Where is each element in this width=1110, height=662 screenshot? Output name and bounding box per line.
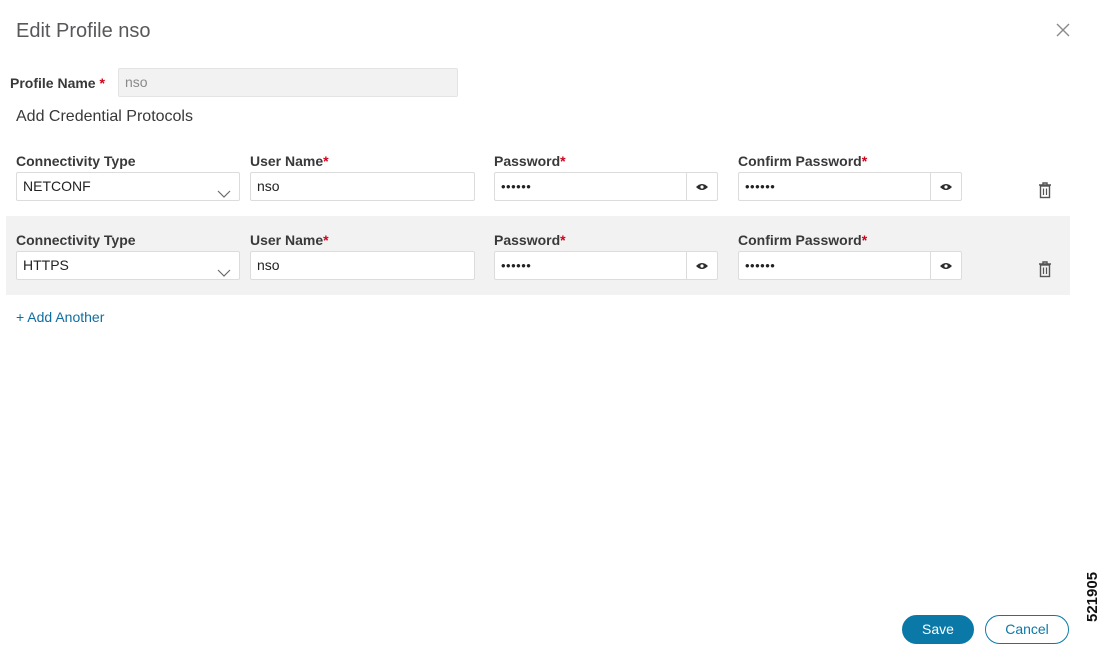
- save-button[interactable]: Save: [902, 615, 974, 644]
- password-value: ••••••: [501, 179, 532, 194]
- user-name-input[interactable]: nso: [250, 172, 475, 201]
- password-label: [494, 232, 566, 248]
- credential-row-2: [6, 216, 1070, 295]
- figure-number: 521905: [1084, 571, 1101, 622]
- eye-icon[interactable]: [686, 252, 717, 279]
- add-another-link[interactable]: + Add Another: [16, 309, 105, 325]
- connectivity-type-label: Connectivity Type: [16, 153, 136, 169]
- profile-name-label-text: Profile Name: [10, 75, 96, 91]
- password-input[interactable]: [494, 172, 718, 201]
- eye-icon[interactable]: [930, 173, 961, 200]
- confirm-password-label: [738, 153, 867, 169]
- chevron-down-icon: [217, 181, 231, 208]
- connectivity-type-select[interactable]: [16, 251, 240, 280]
- user-name-input[interactable]: nso: [250, 251, 475, 280]
- required-mark: *: [861, 232, 868, 248]
- profile-name-label: [10, 75, 105, 91]
- close-icon[interactable]: [1054, 21, 1072, 39]
- password-label-text: Password: [494, 153, 561, 169]
- connectivity-type-value: NETCONF: [23, 178, 91, 194]
- user-name-label-text: User Name: [250, 153, 324, 169]
- credential-row-1: [6, 137, 1070, 216]
- dialog-title: Edit Profile nso: [16, 20, 151, 42]
- eye-icon[interactable]: [686, 173, 717, 200]
- password-label: [494, 153, 566, 169]
- password-input[interactable]: [494, 251, 718, 280]
- section-title: Add Credential Protocols: [16, 108, 193, 125]
- confirm-password-label-text: Confirm Password: [738, 232, 862, 248]
- profile-name-input: nso: [118, 68, 458, 97]
- confirm-password-value: ••••••: [745, 179, 776, 194]
- confirm-password-label-text: Confirm Password: [738, 153, 862, 169]
- cancel-button[interactable]: Cancel: [985, 615, 1069, 644]
- password-value: ••••••: [501, 258, 532, 273]
- trash-icon[interactable]: [1037, 181, 1053, 204]
- connectivity-type-select[interactable]: [16, 172, 240, 201]
- confirm-password-input[interactable]: [738, 251, 962, 280]
- confirm-password-input[interactable]: [738, 172, 962, 201]
- required-mark: *: [861, 153, 868, 169]
- required-mark: *: [99, 75, 105, 91]
- required-mark: *: [323, 153, 329, 169]
- required-mark: *: [560, 153, 566, 169]
- connectivity-type-value: HTTPS: [23, 257, 69, 273]
- eye-icon[interactable]: [930, 252, 961, 279]
- user-name-label-text: User Name: [250, 232, 324, 248]
- confirm-password-label: [738, 232, 867, 248]
- user-name-label: [250, 153, 329, 169]
- chevron-down-icon: [217, 260, 231, 287]
- required-mark: *: [323, 232, 329, 248]
- required-mark: *: [560, 232, 566, 248]
- confirm-password-value: ••••••: [745, 258, 776, 273]
- trash-icon[interactable]: [1037, 260, 1053, 283]
- user-name-label: [250, 232, 329, 248]
- connectivity-type-label: Connectivity Type: [16, 232, 136, 248]
- password-label-text: Password: [494, 232, 561, 248]
